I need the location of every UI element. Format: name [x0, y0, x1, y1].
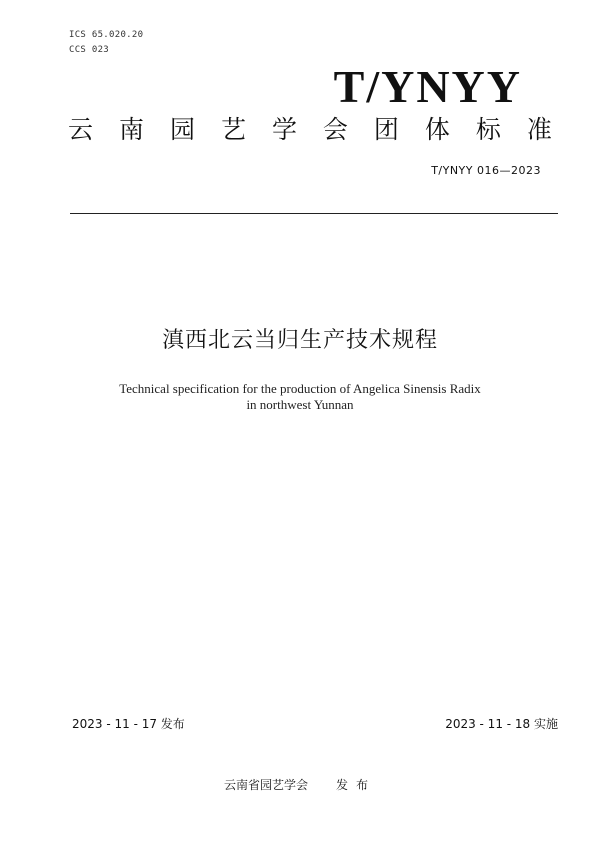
- standard-number: T/YNYY 016—2023: [431, 164, 541, 177]
- standard-type-char: 标: [475, 115, 501, 144]
- header-divider: [70, 213, 558, 214]
- document-title-english-line2: in northwest Yunnan: [246, 397, 354, 412]
- standard-type-title: [68, 115, 552, 145]
- standard-logo: T/YNYY: [333, 61, 522, 112]
- standard-type-char: 体: [424, 115, 450, 144]
- publisher-line: [0, 777, 600, 793]
- standard-type-char: 园: [169, 115, 195, 144]
- implementation-date: 2023 - 11 - 18 实施: [445, 717, 558, 731]
- issue-date: 2023 - 11 - 17 发布: [72, 717, 185, 731]
- standard-type-char: 团: [373, 115, 399, 144]
- standard-type-char: 准: [526, 115, 552, 144]
- standard-type-char: 学: [271, 115, 297, 144]
- document-title-chinese: 滇西北云当归生产技术规程: [161, 328, 438, 353]
- ccs-code: CCS 023: [69, 45, 110, 55]
- standard-type-char: 南: [118, 115, 144, 144]
- document-title-english-line1: Technical specification for the production of Angelica Sinensis Radix: [119, 381, 481, 396]
- standard-type-char: 云: [68, 115, 94, 144]
- publisher-name: 云南省园艺学会: [223, 778, 308, 792]
- ics-code: ICS 65.020.20: [69, 30, 144, 40]
- standard-type-char: 会: [322, 115, 348, 144]
- publish-action-label: 发布: [336, 778, 377, 792]
- standard-type-char: 艺: [220, 115, 246, 144]
